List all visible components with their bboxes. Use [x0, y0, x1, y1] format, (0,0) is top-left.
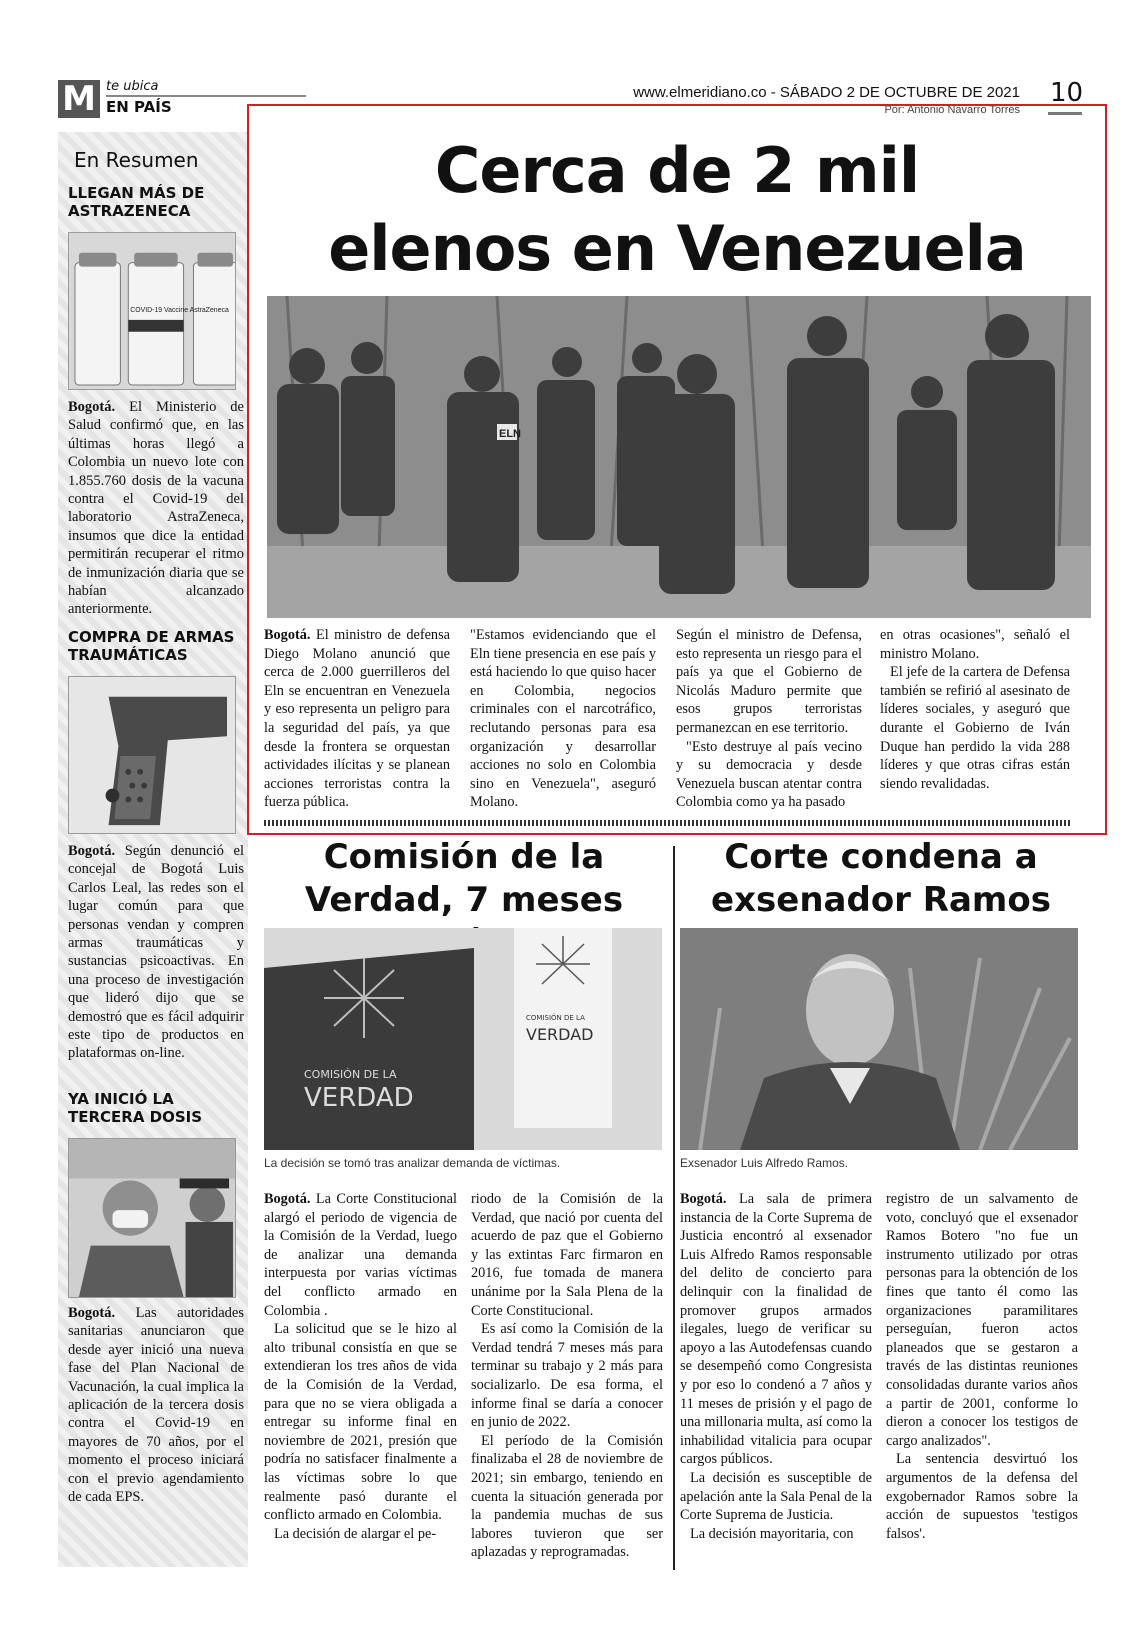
banner-left-line2: VERDAD [304, 1083, 414, 1113]
section-kicker: te ubica [106, 79, 159, 94]
sidebar-body-tercera-dosis [68, 1304, 244, 1506]
story-two-headline[interactable]: Comisión de la Verdad, 7 meses [304, 837, 624, 920]
sidebar-headline-tercera-dosis: YA INICIÓ LA TERCERA DOSIS [68, 1090, 203, 1126]
story-two-col2-p2: Es así como la Comisión de la Verdad tendrá 7 meses más para terminar su trabajo y 2 más para socializarlo. De esa forma, el informe final se daría a conocer en junio de 2022. [471, 1321, 663, 1431]
sidebar-headline-astrazeneca: LLEGAN MÁS DE ASTRAZENECA [68, 184, 205, 220]
traumatic-pistol-photo [68, 676, 236, 834]
vaccine-label-text: COVID-19 Vaccine AstraZeneca [130, 306, 229, 314]
comision-verdad-photo [264, 928, 662, 1150]
banner-right-line1: COMISIÓN DE LA [526, 1014, 585, 1022]
vaccination-photo [68, 1138, 236, 1298]
story-two-col1-p1: La Corte Constitucional alargó el periodo de vigencia de la Comisión de la Verdad, luego de analizar una demanda interpuesta por varias víctimas del conflicto armado en Colombia . [264, 1191, 457, 1319]
main-col3-p1: Según el ministro de Defensa, esto representa un riesgo para el país ya que el Gobierno de Nicolás Maduro permite que esos grupos terroristas permanezcan en ese territorio. [676, 627, 862, 736]
main-headline-line2: elenos en Venezuela [328, 212, 1026, 285]
story-three-col2 [886, 1190, 1078, 1543]
main-col2-text: "Estamos evidenciando que el Eln tiene presencia en ese país y está haciendo lo que quiso hacer en Colombia, negocios criminales con el narcotráfico, reclutando personas para esa organización y desarrollar acciones no solo en Colombia sino en Venezuela", aseguró Molano. [470, 627, 656, 811]
sidebar-headline-armas: COMPRA DE ARMAS TRAUMÁTICAS [68, 628, 235, 664]
story-three-headline[interactable]: Corte condena a exsenador Ramos [711, 837, 1051, 920]
main-col4-p2: El jefe de la cartera de Defensa también se refirió al asesinato de líderes sociales, y aseguró que durante el Gobierno de Iván Duque han perdido la vida 288 líderes y que otras cifras están siendo revalidadas. [880, 664, 1070, 792]
main-story-bottom-rule [264, 820, 1072, 826]
main-headline-line1: Cerca de 2 mil [434, 134, 920, 207]
vaccine-vials-photo [68, 232, 236, 390]
story-two-col1 [264, 1190, 457, 1543]
story-three-caption: Exsenador Luis Alfredo Ramos. [680, 1156, 849, 1170]
story-two-col1-p2: La solicitud que se le hizo al alto tribunal consistía en que se extendieran los tres años de vida de la Comisión de la Verdad, para que no se viera obligada a entregar su informe final en noviembre de 2021, presión que podría no satisfacer finalmente a las víctimas sobre lo que realmente pasó durante el conflicto armado en Colombia. [264, 1321, 457, 1524]
sidebar-dateline: Bogotá. [68, 843, 116, 859]
story-three-col2-p1: registro de un salvamento de voto, concluyó que el exsenador Ramos Botero "no fue un instrumento utilizado por otras personas para la obtención de los fines que tanto él como las organizaciones paramilitares perseguían, fueron actos planeados que se gestaron a través de las distintas reuniones consolidadas durante varios años a partir de 2001, conforme lo dieron a conocer los testigos de cargo analizados". [886, 1191, 1078, 1449]
banner-left-line1: COMISIÓN DE LA [304, 1068, 397, 1081]
main-story-col3 [676, 626, 862, 812]
story-three-dateline: Bogotá. [680, 1191, 727, 1207]
story-two-dateline: Bogotá. [264, 1191, 311, 1207]
main-col1-text: El ministro de defensa Diego Molano anunció que cerca de 2.000 guerrilleros del Eln se encuentran en Venezuela y eso representa un peligro para la seguridad del país, ya que desde la frontera se orquestan actividades ilícitas y se planean acciones terroristas contra la fuerza pública. [264, 627, 450, 811]
sidebar-body-astrazeneca [68, 398, 244, 619]
main-story-col1 [264, 626, 450, 812]
main-dateline: Bogotá. [264, 627, 311, 643]
story-three-col1-p2: La decisión es susceptible de apelación ante la Sala Penal de la Corte Suprema de Justicia. [680, 1469, 872, 1524]
main-story-col2 [470, 626, 656, 812]
story-three-col1 [680, 1190, 872, 1543]
sidebar-body-text: Según denunció el concejal de Bogotá Luis Carlos Leal, las redes son el lugar común para que personas vendan y compren armas traumáticas y sustancias psicoactivas. En una proceso de investigación que lideró dijo que se demostró que es fácil adquirir este tipo de productos en plataformas on-line. [68, 843, 244, 1062]
story-two-col2 [471, 1190, 663, 1562]
section-rule [106, 95, 306, 97]
story-two-col2-p1: riodo de la Comisión de la Verdad, que nació por cuenta del acuerdo de paz que el Gobierno y las extintas Farc firmaron en 2016, fue tomada de manera unánime por la Sala Plena de la Corte Constitucional. [471, 1191, 663, 1319]
sidebar-body-text: El Ministerio de Salud confirmó que, en las últimas horas llegó a Colombia un nuevo lote con 1.855.760 dosis de la vacuna contra el Covid-19 del laboratorio AstraZeneca, insumos que dice la entidad permitirán recuperar el ritmo de inmunización diaria que se habían alcanzado anteriormente. [68, 399, 244, 618]
banner-right-line2: VERDAD [526, 1025, 594, 1044]
page-number: 10 [1050, 78, 1084, 108]
sidebar-title: En Resumen [74, 148, 199, 172]
main-headline[interactable] [250, 132, 1104, 288]
sidebar-dateline: Bogotá. [68, 1305, 116, 1321]
main-col3-p2: "Esto destruye al país vecino y su democracia y desde Venezuela buscan atentar contra Colombia como ya ha pasado [676, 738, 862, 811]
main-story-col4 [880, 626, 1070, 793]
dateline[interactable]: www.elmeridiano.co - SÁBADO 2 DE OCTUBRE DE 2021 [633, 84, 1020, 101]
story-three-col1-p3: La decisión mayoritaria, con [690, 1525, 854, 1542]
byline: Por: Antonio Navarro Torres [884, 104, 1020, 116]
story-three-col2-p2: La sentencia desvirtuó los argumentos de la defensa del exgobernador Ramos sobre la acción de supuestos 'testigos falsos'. [886, 1451, 1078, 1542]
story-three-col1-p1: La sala de primera instancia de la Corte Suprema de Justicia encontró al exsenador Luis Alfredo Ramos responsable del delito de concierto para delinquir con la finalidad de promover grupos armados ilegales, luego de verificar su apoyo a las Autodefensas cuando se desempeñó como Congresista y por eso lo condenó a 7 años y 11 meses de prisión y el pago de una millonaria multa, así como la inhabilidad vitalicia para ocupar cargos públicos. [680, 1191, 873, 1468]
sidebar-body-armas [68, 842, 244, 1063]
newspaper-logo: M [58, 80, 100, 118]
sidebar-body-text: Las autoridades sanitarias anunciaron que desde ayer inició una nueva fase del Plan Nacional de Vacunación, la cual implica la aplicación de la tercera dosis contra el Covid-19 en mayores de 70 años, por el momento el proceso iniciará con el previo agendamiento de cada EPS. [68, 1305, 244, 1506]
sidebar-dateline: Bogotá. [68, 399, 116, 415]
main-col4-p1: en otras ocasiones", señaló el ministro Molano. [880, 627, 1070, 662]
section-name: EN PAÍS [106, 98, 172, 116]
story-two-col2-p3: El período de la Comisión finalizaba el 28 de noviembre de 2021; sin embargo, teniendo en cuenta la situación generada por la pandemia muchas de sus labores tuvieron que ser aplazadas y reprogramadas. [471, 1432, 663, 1561]
guerrilla-group-photo [267, 296, 1091, 618]
column-divider [673, 846, 675, 1570]
eln-patch-text: ELN [499, 428, 521, 440]
story-two-caption: La decisión se tomó tras analizar demanda de víctimas. [264, 1156, 561, 1170]
story-two-col1-p3: La decisión de alargar el pe- [274, 1525, 437, 1542]
exsenador-ramos-photo [680, 928, 1078, 1150]
